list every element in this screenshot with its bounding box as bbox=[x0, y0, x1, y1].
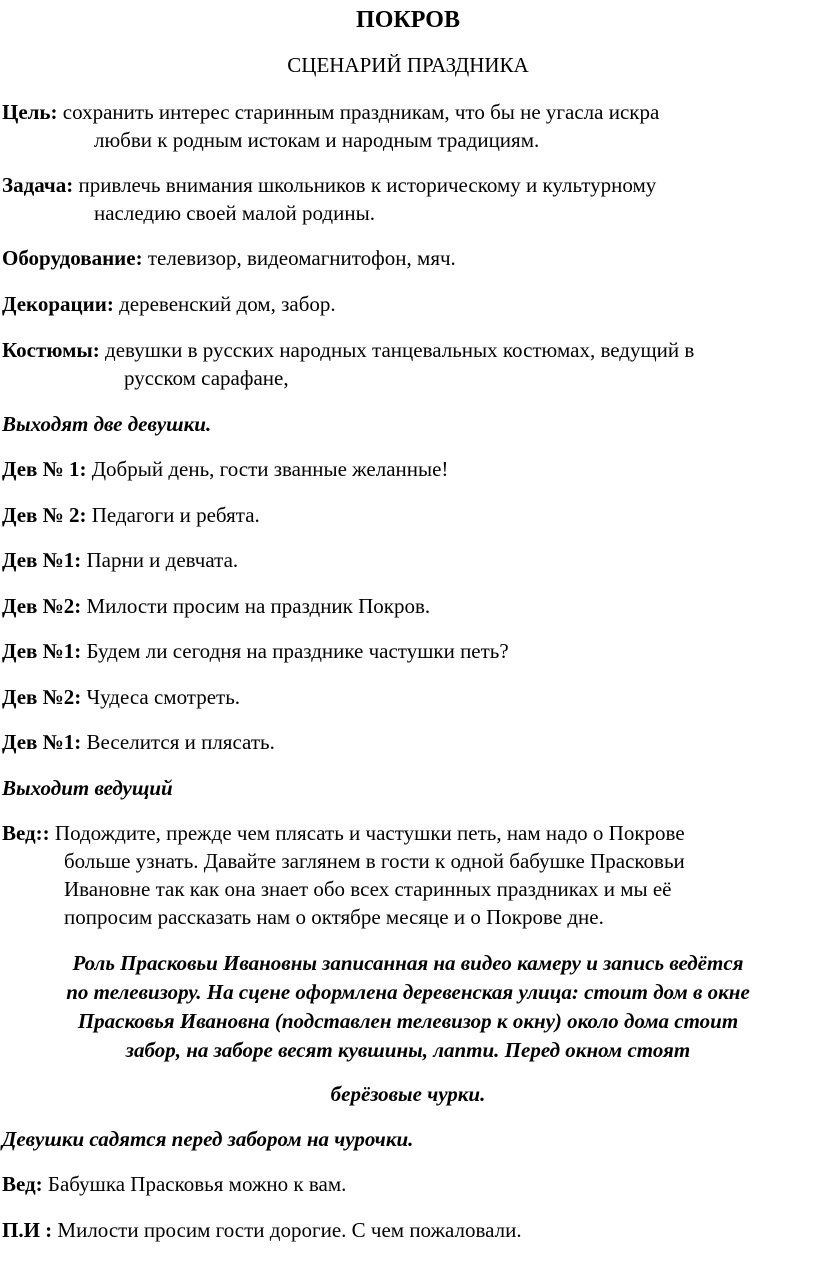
goal-label: Цель: bbox=[2, 100, 58, 124]
task-text-line2: наследию своей малой родины. bbox=[94, 201, 375, 225]
speaker-label: Дев №2: bbox=[2, 594, 82, 618]
dialogue-text: Милости просим на праздник Покров. bbox=[81, 594, 431, 618]
host-speech-line4: попросим рассказать нам о октябре месяце и о Покрове дне. bbox=[64, 905, 604, 929]
decorations-paragraph bbox=[2, 290, 336, 318]
document-subtitle: СЦЕНАРИЙ ПРАЗДНИКА bbox=[287, 53, 529, 77]
speaker-label: Дев №1: bbox=[2, 730, 82, 754]
stage-note-line2: по телевизору. На сцене оформлена деревенская улица: стоит дом в окне bbox=[66, 980, 750, 1004]
stage-note-line4: забор, на заборе весят кувшины, лапти. Перед окном стоят bbox=[125, 1038, 691, 1062]
dialogue-line bbox=[2, 592, 430, 620]
equipment-text: телевизор, видеомагнитофон, мяч. bbox=[142, 246, 456, 270]
stage-note-line3: Прасковья Ивановна (подставлен телевизор к окну) около дома стоит bbox=[77, 1009, 739, 1033]
goal-paragraph bbox=[2, 98, 659, 126]
speaker-label: Дев №1: bbox=[2, 548, 82, 572]
pi-line-text: Милости просим гости дорогие. С чем пожаловали. bbox=[52, 1218, 522, 1242]
host-speech-line2: больше узнать. Давайте заглянем в гости к одной бабушке Прасковьи bbox=[64, 849, 685, 873]
stage-direction: Выходит ведущий bbox=[2, 776, 173, 800]
stage-direction: Выходят две девушки. bbox=[2, 412, 212, 436]
dialogue-line bbox=[2, 683, 240, 711]
dialogue-line bbox=[2, 637, 509, 665]
speaker-label: Дев №1: bbox=[2, 639, 82, 663]
costumes-text-line1: девушки в русских народных танцевальных костюмах, ведущий в bbox=[99, 338, 695, 362]
speaker-label: Дев № 2: bbox=[2, 503, 87, 527]
dialogue-text: Парни и девчата. bbox=[81, 548, 239, 572]
dialogue-text: Добрый день, гости званные желанные! bbox=[86, 457, 449, 481]
costumes-label: Костюмы: bbox=[2, 338, 100, 362]
dialogue-text: Будем ли сегодня на празднике частушки петь? bbox=[81, 639, 509, 663]
speaker-label: Вед:: bbox=[2, 821, 50, 845]
dialogue-text: Чудеса смотреть. bbox=[81, 685, 241, 709]
pi-line bbox=[2, 1216, 522, 1244]
speaker-label: Дев № 1: bbox=[2, 457, 87, 481]
dialogue-text: Педагоги и ребята. bbox=[86, 503, 260, 527]
task-text-line1: привлечь внимания школьников к историческому и культурному bbox=[73, 173, 657, 197]
task-label: Задача: bbox=[2, 173, 74, 197]
task-paragraph bbox=[2, 171, 656, 199]
speaker-label: Вед: bbox=[2, 1172, 43, 1196]
host-speech bbox=[2, 819, 685, 847]
host-speech-line3: Ивановне так как она знает обо всех старинных праздниках и мы её bbox=[64, 877, 672, 901]
stage-direction: Девушки садятся перед забором на чурочки. bbox=[2, 1127, 414, 1151]
dialogue-line bbox=[2, 455, 448, 483]
dialogue-line bbox=[2, 546, 238, 574]
equipment-label: Оборудование: bbox=[2, 246, 143, 270]
goal-text-line2: любви к родным истокам и народным традициям. bbox=[94, 128, 540, 152]
speaker-label: П.И : bbox=[2, 1218, 53, 1242]
stage-note-line1: Роль Прасковьи Ивановны записанная на видео камеру и запись ведётся bbox=[72, 951, 744, 975]
dialogue-text: Веселится и плясать. bbox=[81, 730, 275, 754]
document-title: ПОКРОВ bbox=[356, 7, 460, 33]
equipment-paragraph bbox=[2, 244, 456, 272]
dialogue-line bbox=[2, 501, 260, 529]
dialogue-line bbox=[2, 728, 275, 756]
speaker-label: Дев №2: bbox=[2, 685, 82, 709]
decorations-text: деревенский дом, забор. bbox=[113, 292, 336, 316]
goal-text-line1: сохранить интерес старинным праздникам, что бы не угасла искра bbox=[57, 100, 660, 124]
host-speech-line1: Подождите, прежде чем плясать и частушки петь, нам надо о Покрове bbox=[49, 821, 685, 845]
decorations-label: Декорации: bbox=[2, 292, 114, 316]
host-line bbox=[2, 1170, 346, 1198]
host-line-text: Бабушка Прасковья можно к вам. bbox=[42, 1172, 347, 1196]
stage-note-line5: берёзовые чурки. bbox=[330, 1082, 486, 1106]
costumes-text-line2: русском сарафане, bbox=[124, 366, 289, 390]
costumes-paragraph bbox=[2, 336, 694, 364]
